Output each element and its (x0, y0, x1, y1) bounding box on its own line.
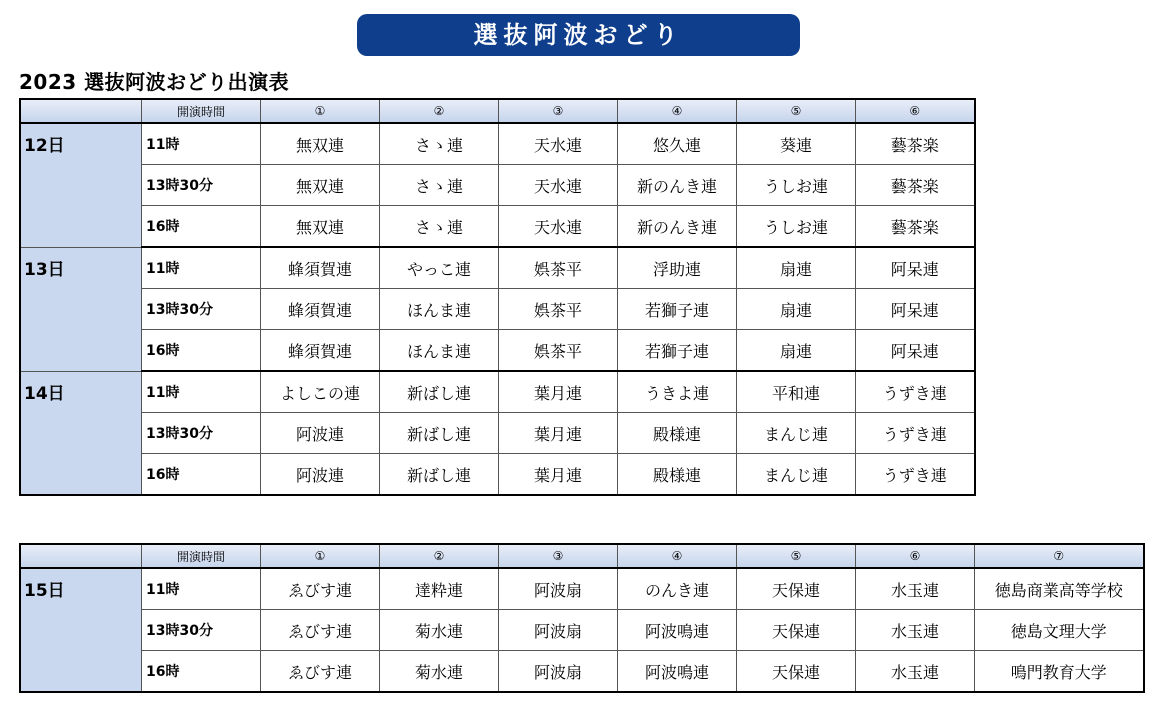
troupe-cell: 新のんき連 (618, 165, 737, 206)
troupe-cell: さゝ連 (380, 165, 499, 206)
header-slot-5: ⑤ (737, 99, 856, 123)
table-row (20, 123, 975, 165)
troupe-cell: 若獅子連 (618, 330, 737, 372)
header-day-cell (20, 544, 142, 568)
table-row (20, 454, 975, 496)
troupe-cell: うずき連 (856, 454, 975, 496)
troupe-cell: 阿呆連 (856, 330, 975, 372)
troupe-cell: 天保連 (737, 610, 856, 651)
troupe-cell: 天水連 (499, 123, 618, 165)
troupe-cell: 水玉連 (856, 568, 975, 610)
troupe-cell: 扇連 (737, 289, 856, 330)
troupe-cell: 葉月連 (499, 371, 618, 413)
troupe-cell: 水玉連 (856, 651, 975, 693)
troupe-cell: 菊水連 (380, 610, 499, 651)
time-cell: 11時 (142, 371, 261, 413)
time-cell: 11時 (142, 568, 261, 610)
header-slot-1: ① (261, 99, 380, 123)
troupe-cell: 阿波扇 (499, 651, 618, 693)
header-slot-3: ③ (499, 544, 618, 568)
header-slot-6: ⑥ (856, 99, 975, 123)
troupe-cell: 菊水連 (380, 651, 499, 693)
header-slot-3: ③ (499, 99, 618, 123)
troupe-cell: 阿呆連 (856, 247, 975, 289)
troupe-cell: 徳島文理大学 (975, 610, 1144, 651)
time-cell: 16時 (142, 651, 261, 693)
time-cell: 16時 (142, 330, 261, 372)
header-slot-7: ⑦ (975, 544, 1144, 568)
table-row (20, 330, 975, 372)
table-header-row (20, 99, 975, 123)
troupe-cell: 藝茶楽 (856, 165, 975, 206)
day-label: 15日 (20, 568, 142, 692)
troupe-cell: 藝茶楽 (856, 123, 975, 165)
troupe-cell: 新ばし連 (380, 454, 499, 496)
table-row (20, 651, 1144, 693)
troupe-cell: 天水連 (499, 165, 618, 206)
troupe-cell: 蜂須賀連 (261, 247, 380, 289)
header-slot-1: ① (261, 544, 380, 568)
time-cell: 13時30分 (142, 610, 261, 651)
troupe-cell: 阿波扇 (499, 568, 618, 610)
troupe-cell: うずき連 (856, 371, 975, 413)
troupe-cell: ゑびす連 (261, 568, 380, 610)
time-cell: 13時30分 (142, 289, 261, 330)
troupe-cell: 蜂須賀連 (261, 289, 380, 330)
troupe-cell: 水玉連 (856, 610, 975, 651)
troupe-cell: さゝ連 (380, 123, 499, 165)
table-row (20, 206, 975, 248)
troupe-cell: よしこの連 (261, 371, 380, 413)
troupe-cell: うしお連 (737, 206, 856, 248)
troupe-cell: 天保連 (737, 568, 856, 610)
troupe-cell: 天保連 (737, 651, 856, 693)
troupe-cell: うしお連 (737, 165, 856, 206)
troupe-cell: 若獅子連 (618, 289, 737, 330)
day-label: 14日 (20, 371, 142, 495)
troupe-cell: 藝茶楽 (856, 206, 975, 248)
table-row (20, 371, 975, 413)
troupe-cell: 鳴門教育大学 (975, 651, 1144, 693)
troupe-cell: 阿波鳴連 (618, 610, 737, 651)
troupe-cell: まんじ連 (737, 413, 856, 454)
table-row (20, 568, 1144, 610)
troupe-cell: ほんま連 (380, 330, 499, 372)
troupe-cell: 娯茶平 (499, 289, 618, 330)
header-day-cell (20, 99, 142, 123)
troupe-cell: さゝ連 (380, 206, 499, 248)
day-label: 13日 (20, 247, 142, 371)
troupe-cell: 阿波連 (261, 454, 380, 496)
header-slot-6: ⑥ (856, 544, 975, 568)
troupe-cell: 無双連 (261, 206, 380, 248)
troupe-cell: 平和連 (737, 371, 856, 413)
troupe-cell: のんき連 (618, 568, 737, 610)
table-row (20, 289, 975, 330)
time-cell: 11時 (142, 247, 261, 289)
troupe-cell: 徳島商業高等学校 (975, 568, 1144, 610)
schedule-table-1 (19, 98, 976, 496)
schedule-title: 2023 選抜阿波おどり出演表 (19, 70, 290, 94)
troupe-cell: ゑびす連 (261, 610, 380, 651)
troupe-cell: 悠久連 (618, 123, 737, 165)
troupe-cell: やっこ連 (380, 247, 499, 289)
troupe-cell: 新ばし連 (380, 413, 499, 454)
table-row (20, 413, 975, 454)
troupe-cell: 扇連 (737, 330, 856, 372)
time-cell: 16時 (142, 206, 261, 248)
troupe-cell: 無双連 (261, 123, 380, 165)
header-slot-5: ⑤ (737, 544, 856, 568)
time-cell: 13時30分 (142, 413, 261, 454)
time-cell: 13時30分 (142, 165, 261, 206)
schedule-table-2 (19, 543, 1145, 693)
troupe-cell: 新ばし連 (380, 371, 499, 413)
header-slot-4: ④ (618, 544, 737, 568)
troupe-cell: ゑびす連 (261, 651, 380, 693)
troupe-cell: 蜂須賀連 (261, 330, 380, 372)
header-slot-2: ② (380, 544, 499, 568)
troupe-cell: うきよ連 (618, 371, 737, 413)
table-row (20, 247, 975, 289)
header-time-cell: 開演時間 (142, 544, 261, 568)
time-cell: 11時 (142, 123, 261, 165)
troupe-cell: 殿様連 (618, 454, 737, 496)
header-slot-4: ④ (618, 99, 737, 123)
troupe-cell: 阿波連 (261, 413, 380, 454)
troupe-cell: 天水連 (499, 206, 618, 248)
troupe-cell: うずき連 (856, 413, 975, 454)
header-slot-2: ② (380, 99, 499, 123)
troupe-cell: 娯茶平 (499, 247, 618, 289)
troupe-cell: 阿波鳴連 (618, 651, 737, 693)
troupe-cell: 娯茶平 (499, 330, 618, 372)
troupe-cell: 新のんき連 (618, 206, 737, 248)
troupe-cell: 葉月連 (499, 454, 618, 496)
troupe-cell: 阿波扇 (499, 610, 618, 651)
troupe-cell: まんじ連 (737, 454, 856, 496)
time-cell: 16時 (142, 454, 261, 496)
troupe-cell: 無双連 (261, 165, 380, 206)
troupe-cell: ほんま連 (380, 289, 499, 330)
troupe-cell: 殿様連 (618, 413, 737, 454)
page-banner: 選抜阿波おどり (357, 14, 800, 56)
table-header-row (20, 544, 1144, 568)
troupe-cell: 葵連 (737, 123, 856, 165)
troupe-cell: 葉月連 (499, 413, 618, 454)
troupe-cell: 達粋連 (380, 568, 499, 610)
table-row (20, 610, 1144, 651)
header-time-cell: 開演時間 (142, 99, 261, 123)
troupe-cell: 阿呆連 (856, 289, 975, 330)
day-label: 12日 (20, 123, 142, 247)
table-row (20, 165, 975, 206)
troupe-cell: 扇連 (737, 247, 856, 289)
troupe-cell: 浮助連 (618, 247, 737, 289)
